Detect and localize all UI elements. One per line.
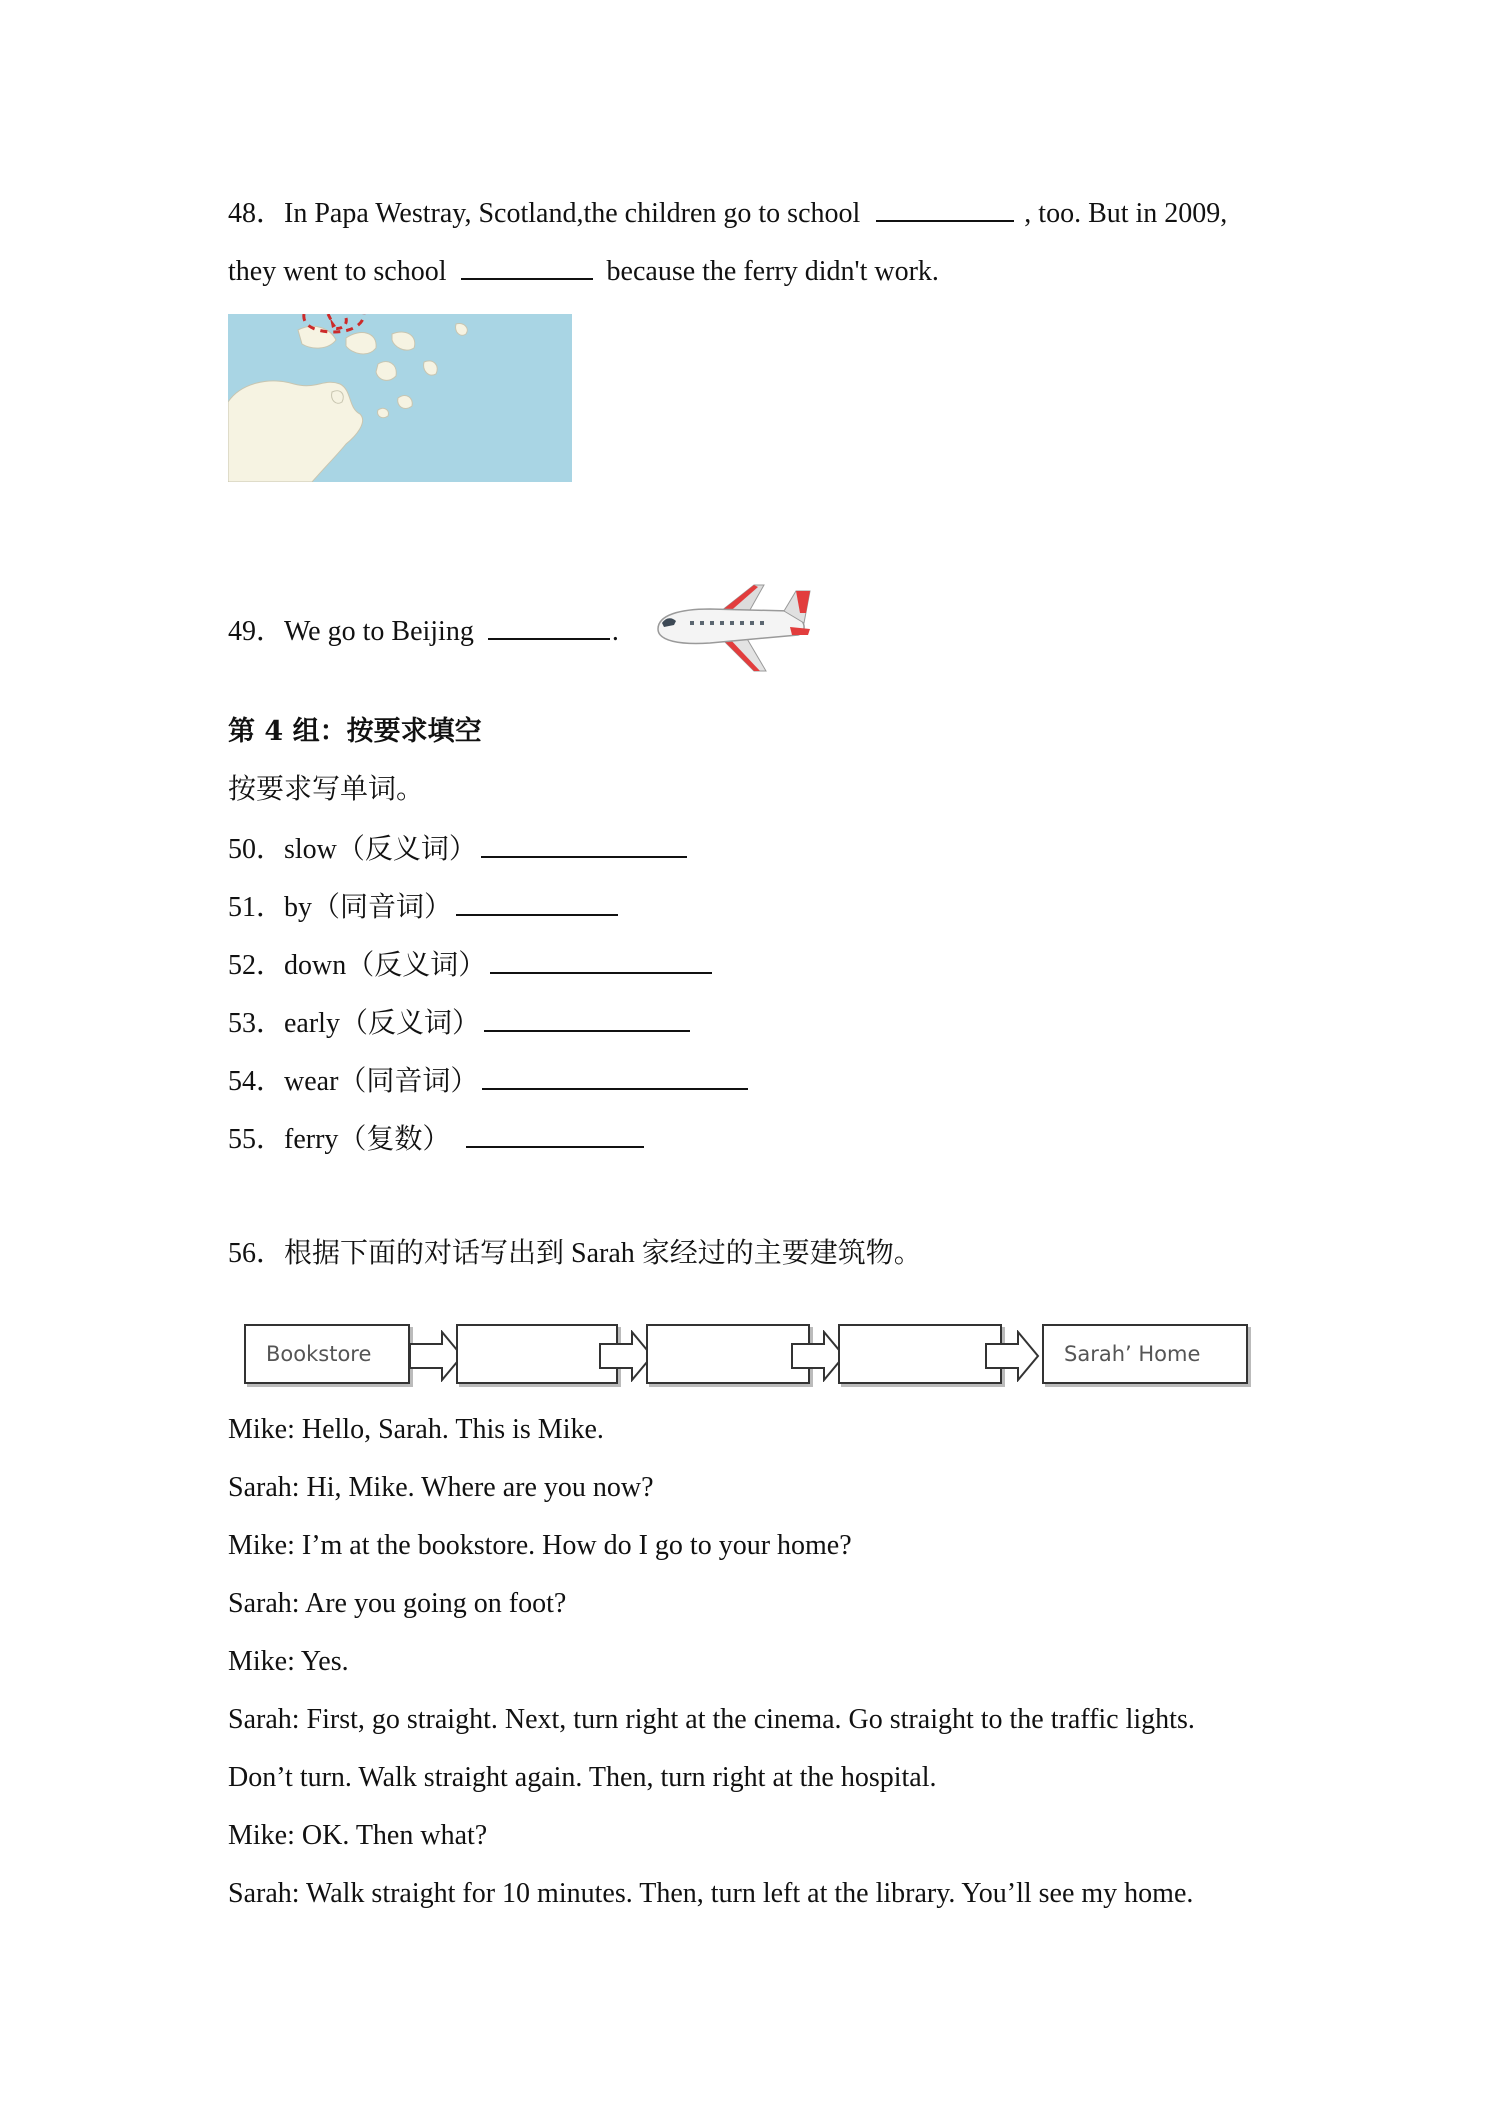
dialogue-line-6: Sarah: First, go straight. Next, turn right at the cinema. Go straight to the traffic lights. bbox=[228, 1704, 1195, 1735]
q52-text: 52．down（反义词） bbox=[228, 950, 487, 981]
dialogue-line-9: Sarah: Walk straight for 10 minutes. Then, turn left at the library. You’ll see my home. bbox=[228, 1878, 1194, 1909]
q54-line bbox=[228, 1062, 758, 1100]
q53-line bbox=[228, 1004, 700, 1042]
scotland-islands-map bbox=[228, 314, 572, 482]
q52-answer-blank[interactable] bbox=[490, 946, 712, 974]
dialogue-line-8: Mike: OK. Then what? bbox=[228, 1820, 488, 1851]
q55-text: 55．ferry（复数） bbox=[228, 1124, 451, 1155]
q54-text: 54．wear（同音词） bbox=[228, 1066, 479, 1097]
dialogue-line-2: Sarah: Hi, Mike. Where are you now? bbox=[228, 1472, 654, 1503]
flow-box-1[interactable] bbox=[456, 1324, 618, 1384]
q53-text: 53．early（反义词） bbox=[228, 1008, 480, 1039]
q49-answer-blank[interactable] bbox=[488, 612, 610, 640]
q52-line bbox=[228, 946, 722, 984]
q48-text-2a: they went to school bbox=[228, 256, 447, 287]
q48-answer-blank-1[interactable] bbox=[876, 194, 1014, 222]
q53-answer-blank[interactable] bbox=[484, 1004, 690, 1032]
q48-text-1a: 48．In Papa Westray, Scotland,the children go to school bbox=[228, 198, 861, 229]
flow-box-start: Bookstore bbox=[244, 1324, 410, 1384]
q50-line bbox=[228, 830, 697, 868]
q55-answer-blank[interactable] bbox=[466, 1120, 644, 1148]
dialogue-line-1: Mike: Hello, Sarah. This is Mike. bbox=[228, 1414, 604, 1445]
dialogue-line-4: Sarah: Are you going on foot? bbox=[228, 1588, 567, 1619]
q55-line bbox=[228, 1120, 654, 1158]
group-4-instruction: 按要求写单词。 bbox=[228, 774, 425, 805]
q49-line bbox=[228, 612, 619, 650]
q51-text: 51．by（同音词） bbox=[228, 892, 453, 923]
q49-end: . bbox=[611, 616, 619, 647]
q51-answer-blank[interactable] bbox=[456, 888, 618, 916]
q48-line-1 bbox=[228, 194, 1227, 232]
dialogue-line-7: Don’t turn. Walk straight again. Then, turn right at the hospital. bbox=[228, 1762, 937, 1793]
q48-text-1b: , too. But in 2009, bbox=[1024, 198, 1228, 229]
q48-line-2 bbox=[228, 252, 939, 290]
route-flowchart bbox=[244, 1320, 1274, 1392]
dialogue-line-3: Mike: I’m at the bookstore. How do I go to your home? bbox=[228, 1530, 852, 1561]
airplane-icon bbox=[650, 583, 812, 679]
map-graphic bbox=[228, 314, 572, 482]
flow-box-3[interactable] bbox=[838, 1324, 1002, 1384]
q49-text: 49．We go to Beijing bbox=[228, 616, 474, 647]
flow-arrow-4-icon bbox=[984, 1330, 1040, 1382]
q51-line bbox=[228, 888, 628, 926]
q50-answer-blank[interactable] bbox=[481, 830, 687, 858]
q56-prompt: 56．根据下面的对话写出到 Sarah 家经过的主要建筑物。 bbox=[228, 1238, 922, 1269]
q54-answer-blank[interactable] bbox=[482, 1062, 748, 1090]
flow-box-2[interactable] bbox=[646, 1324, 810, 1384]
q50-text: 50．slow（反义词） bbox=[228, 834, 477, 865]
q48-answer-blank-2[interactable] bbox=[461, 252, 593, 280]
flow-box-end: Sarah’ Home bbox=[1042, 1324, 1248, 1384]
q48-text-2b: because the ferry didn't work. bbox=[606, 256, 939, 287]
dialogue-line-5: Mike: Yes. bbox=[228, 1646, 349, 1677]
group-4-heading: 第 4 组：按要求填空 bbox=[228, 716, 482, 747]
